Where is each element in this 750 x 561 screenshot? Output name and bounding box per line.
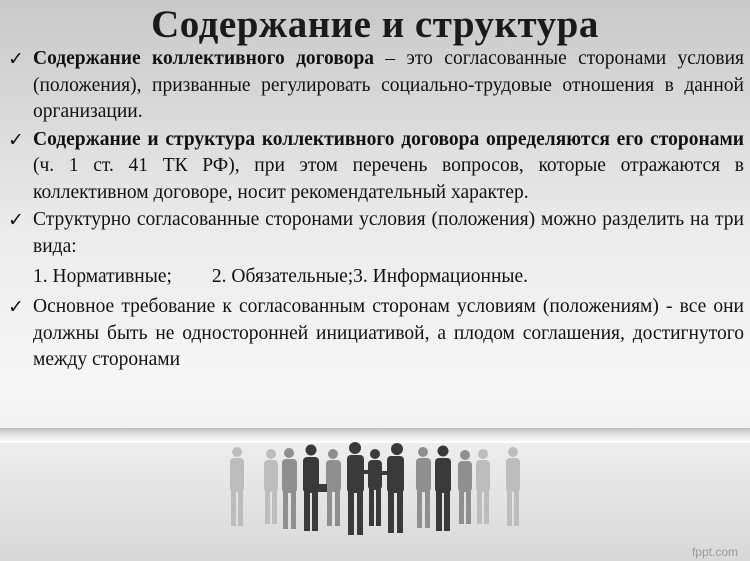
type-item: 1. Нормативные; bbox=[33, 266, 172, 287]
bullet-text: Основное требование к согласованным сторонам условиям (положениям) - все они должны быть не односторонней инициативой, а плодом соглашения, достигнутого между сторонами bbox=[33, 296, 744, 370]
check-icon: ✓ bbox=[8, 209, 24, 231]
type-item: 2. Обязательные;3. Информационные. bbox=[211, 266, 529, 287]
check-icon: ✓ bbox=[8, 128, 24, 151]
bullet-text: – это согласованные сторонами условия (положения), призванные регулировать социально-трудовые отношения в данной организации. bbox=[33, 48, 744, 122]
bullet-list bbox=[8, 46, 744, 375]
check-icon: ✓ bbox=[8, 296, 24, 318]
slide-title: Содержание и структура bbox=[151, 3, 599, 46]
bullet-text: Структурно согласованные сторонами условия (положения) можно разделить на три вида: bbox=[33, 209, 744, 257]
bullet-bold-text: Содержание коллективного договора bbox=[33, 48, 375, 69]
bullet-text: (ч. 1 ст. 41 ТК РФ), при этом перечень вопросов, которые отражаются в коллективном договоре, носит рекомендательный характер. bbox=[33, 155, 744, 203]
bullet-item bbox=[8, 127, 744, 207]
check-icon: ✓ bbox=[8, 48, 24, 70]
types-list bbox=[8, 264, 744, 290]
bullet-item bbox=[8, 207, 744, 260]
bullet-item bbox=[8, 46, 744, 126]
watermark: fppt.com bbox=[691, 545, 738, 559]
bullet-bold-text: Содержание и структура коллективного договора определяются его сторонами bbox=[33, 128, 744, 150]
bullet-item bbox=[8, 294, 744, 374]
business-people-illustration bbox=[215, 440, 545, 540]
